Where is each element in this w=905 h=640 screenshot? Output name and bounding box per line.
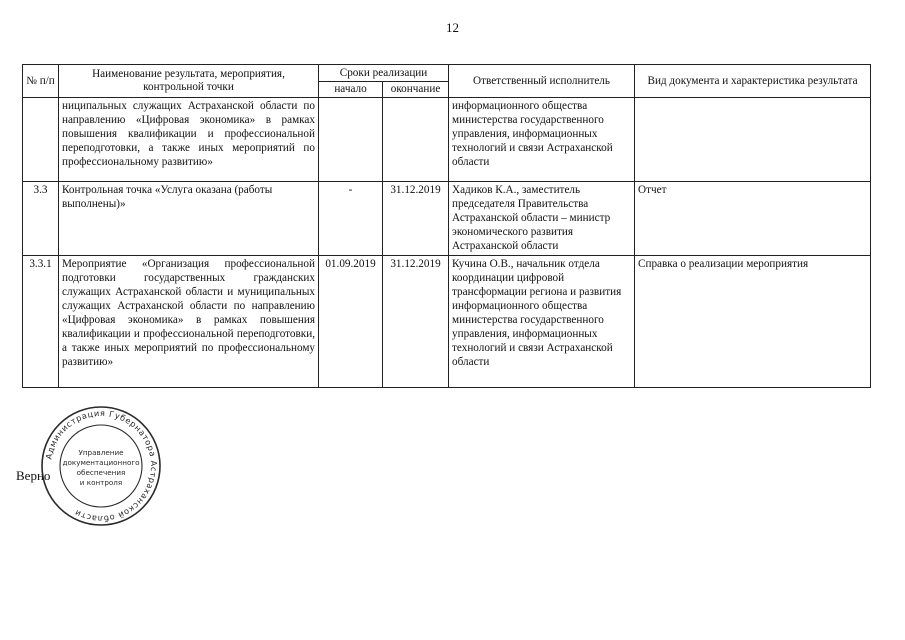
row-end: 31.12.2019: [383, 256, 449, 388]
row-number: 3.3.1: [23, 256, 59, 388]
header-end: окончание: [383, 82, 449, 98]
official-seal-stamp: [40, 405, 162, 527]
row-document: Справка о реализации мероприятия: [635, 256, 871, 388]
table-row: [23, 256, 871, 388]
verno-label: Верно: [16, 468, 51, 483]
row-end: [383, 98, 449, 182]
row-responsible: информационного общества министерства государственного управления, информационных технологий и связи Астраханской области: [449, 98, 635, 182]
row-start: 01.09.2019: [319, 256, 383, 388]
table-row: [23, 182, 871, 256]
header-number: № п/п: [23, 65, 59, 98]
implementation-plan-table: [22, 64, 871, 388]
stamp-line: и контроля: [79, 478, 123, 487]
row-responsible: Хадиков К.А., заместитель председателя Правительства Астраханской области – министр экономического развития Астраханской области: [449, 182, 635, 256]
row-name: ниципальных служащих Астраханской области по направлению «Цифровая экономика» в рамках повышения квалификации и профессиональной переподготовки, а также иных мероприятий по профессиональному развитию»: [59, 98, 319, 182]
row-number: [23, 98, 59, 182]
row-end: 31.12.2019: [383, 182, 449, 256]
row-document: [635, 98, 871, 182]
page-number: 12: [446, 20, 459, 35]
row-name: Мероприятие «Организация профессиональной подготовки государственных гражданских служащих Астраханской области и муниципальных служащих Астраханской области по направлению «Цифровая экономика» в рамках повышения квалификации и профессиональной переподготовки, а также иных мероприятий по профессиональному развитию»: [59, 256, 319, 388]
header-name: Наименование результата, мероприятия, контрольной точки: [59, 65, 319, 98]
stamp-line: обеспечения: [76, 468, 126, 477]
header-start: начало: [319, 82, 383, 98]
stamp-line: Управление: [78, 448, 124, 457]
header-terms: Сроки реализации: [319, 65, 449, 82]
row-responsible: Кучина О.В., начальник отдела координации цифровой трансформации региона и развития информационного общества министерства государственного управления, информационных технологий и связи Астраханской области: [449, 256, 635, 388]
stamp-ring-text: Администрация Губернатора Астраханской области: [43, 407, 160, 525]
table-row: [23, 98, 871, 182]
row-number: 3.3: [23, 182, 59, 256]
row-name: Контрольная точка «Услуга оказана (работы выполнены)»: [59, 182, 319, 256]
row-start: [319, 98, 383, 182]
header-document: Вид документа и характеристика результата: [635, 65, 871, 98]
row-document: Отчет: [635, 182, 871, 256]
stamp-line: документационного: [62, 458, 140, 467]
row-start: -: [319, 182, 383, 256]
header-responsible: Ответственный исполнитель: [449, 65, 635, 98]
